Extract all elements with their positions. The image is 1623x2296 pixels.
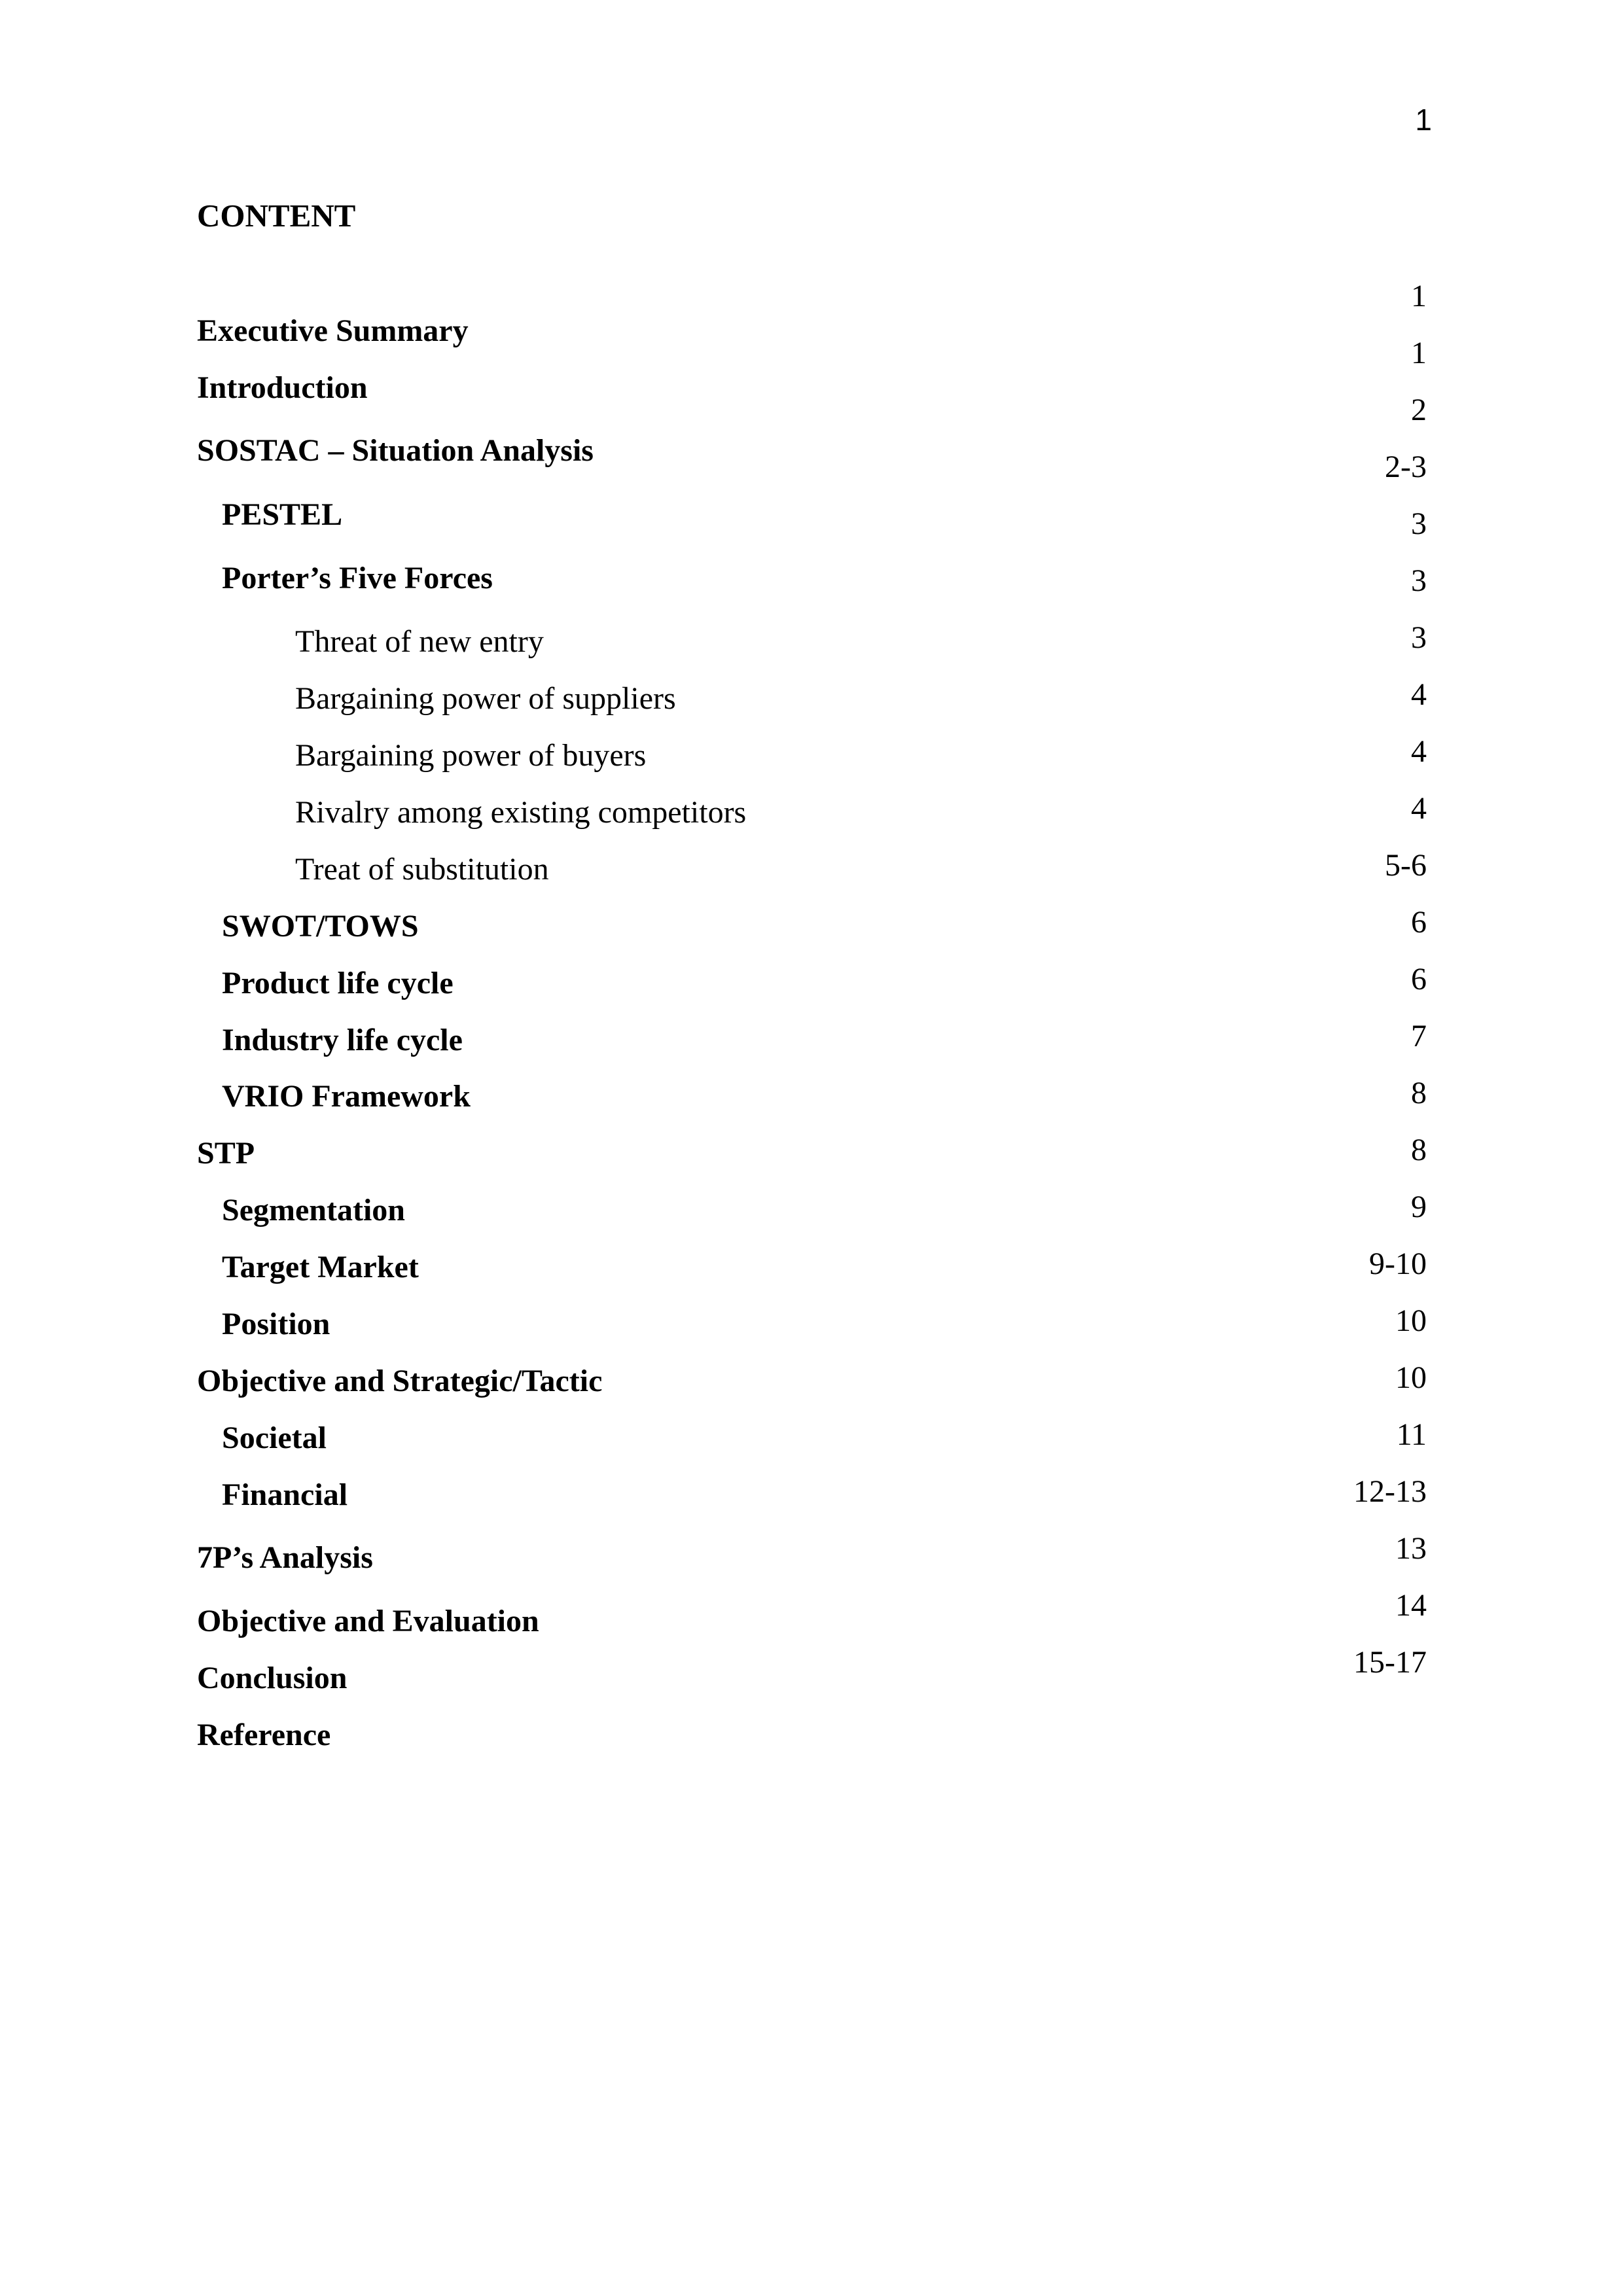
toc-entry-rivalry[interactable]: Rivalry among existing competitors: [295, 795, 747, 830]
toc-page-number-column: [1243, 0, 1427, 2296]
page-number: 1: [1415, 103, 1432, 137]
toc-page-number: 10: [1395, 1303, 1427, 1338]
toc-entry-vrio-framework[interactable]: VRIO Framework: [222, 1079, 471, 1114]
toc-entry-7ps-analysis[interactable]: 7P’s Analysis: [197, 1540, 373, 1575]
toc-entry-objective-evaluation[interactable]: Objective and Evaluation: [197, 1604, 539, 1638]
toc-page-number: 2: [1411, 393, 1427, 427]
toc-page-number: 4: [1411, 791, 1427, 826]
toc-entry-stp[interactable]: STP: [197, 1136, 255, 1171]
toc-page-number: 4: [1411, 734, 1427, 769]
toc-entry-buyer-power[interactable]: Bargaining power of buyers: [295, 738, 647, 773]
toc-page-number: 5-6: [1385, 848, 1427, 883]
toc-entry-list: [197, 0, 1310, 2296]
toc-page-number: 3: [1411, 620, 1427, 655]
toc-entry-substitution[interactable]: Treat of substitution: [295, 852, 549, 887]
toc-page-number: 9-10: [1369, 1246, 1427, 1281]
toc-page-number: 10: [1395, 1360, 1427, 1395]
toc-entry-introduction[interactable]: Introduction: [197, 370, 368, 405]
toc-entry-situation-analysis[interactable]: SOSTAC – Situation Analysis: [197, 433, 594, 468]
toc-page-number: 13: [1395, 1531, 1427, 1566]
toc-entry-pestel[interactable]: PESTEL: [222, 497, 343, 532]
toc-title: CONTENT: [197, 198, 356, 234]
toc-entry-segmentation[interactable]: Segmentation: [222, 1193, 405, 1227]
toc-entry-threat-of-new-entry[interactable]: Threat of new entry: [295, 624, 544, 659]
toc-page-number: 1: [1411, 336, 1427, 370]
toc-entry-industry-life-cycle[interactable]: Industry life cycle: [222, 1023, 463, 1057]
toc-page-number: 14: [1395, 1588, 1427, 1623]
toc-page-number: 9: [1411, 1190, 1427, 1224]
toc-page-number: 1: [1411, 279, 1427, 313]
toc-entry-porters-five-forces[interactable]: Porter’s Five Forces: [222, 561, 493, 595]
toc-page-number: 6: [1411, 962, 1427, 997]
toc-entry-financial[interactable]: Financial: [222, 1477, 348, 1512]
toc-page-number: 3: [1411, 506, 1427, 541]
toc-page-number: 11: [1396, 1417, 1427, 1452]
toc-page-number: 4: [1411, 677, 1427, 712]
toc-entry-executive-summary[interactable]: Executive Summary: [197, 313, 469, 348]
toc-page-number: 6: [1411, 905, 1427, 940]
toc-entry-target-market[interactable]: Target Market: [222, 1250, 419, 1284]
toc-page-number: 8: [1411, 1076, 1427, 1110]
toc-entry-societal[interactable]: Societal: [222, 1421, 327, 1455]
toc-entry-objective-strategic-tactic[interactable]: Objective and Strategic/Tactic: [197, 1364, 603, 1398]
toc-entry-supplier-power[interactable]: Bargaining power of suppliers: [295, 681, 676, 716]
toc-page-number: 12-13: [1353, 1474, 1427, 1509]
toc-page-number: 15-17: [1353, 1645, 1427, 1680]
toc-entry-swot-tows[interactable]: SWOT/TOWS: [222, 909, 419, 944]
toc-entry-reference[interactable]: Reference: [197, 1718, 331, 1752]
toc-page-number: 3: [1411, 563, 1427, 598]
toc-entry-product-life-cycle[interactable]: Product life cycle: [222, 966, 454, 1000]
toc-page-number: 8: [1411, 1133, 1427, 1167]
toc-page-number: 2-3: [1385, 450, 1427, 484]
toc-entry-position[interactable]: Position: [222, 1307, 330, 1341]
toc-entry-conclusion[interactable]: Conclusion: [197, 1661, 348, 1695]
toc-page-number: 7: [1411, 1019, 1427, 1053]
